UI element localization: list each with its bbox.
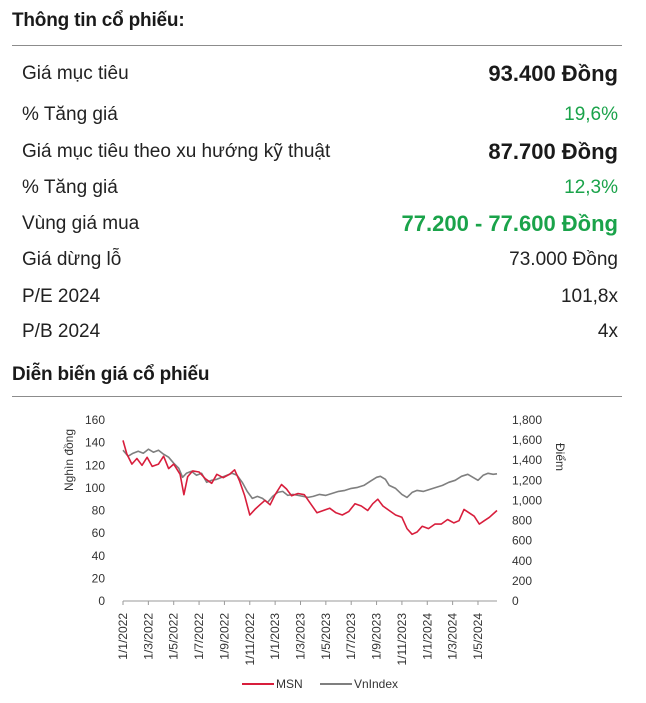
y-right-tick-label: 0 <box>512 594 519 608</box>
y-left-tick-label: 0 <box>98 594 105 608</box>
x-tick-label: 1/1/2022 <box>116 613 130 660</box>
info-row-value: 12,3% <box>564 177 618 198</box>
info-row-value: 19,6% <box>564 104 618 125</box>
price-chart-title: Diễn biến giá cổ phiếu <box>12 364 210 385</box>
y-left-tick-label: 120 <box>84 458 105 473</box>
y-axis-right-label: Điểm <box>553 442 567 472</box>
info-row-label: % Tăng giá <box>22 177 118 198</box>
x-tick-label: 1/5/2022 <box>166 613 181 660</box>
y-left-tick-label: 40 <box>91 548 105 563</box>
info-row <box>22 97 618 133</box>
info-row-value: 93.400 Đồng <box>488 61 618 86</box>
info-row-value: 101,8x <box>560 286 618 307</box>
info-row-label: P/B 2024 <box>22 321 101 342</box>
x-tick-label: 1/7/2023 <box>344 613 359 660</box>
info-row <box>22 206 618 242</box>
info-row-value: 4x <box>597 321 618 342</box>
price-chart <box>0 400 646 700</box>
y-right-tick-label: 400 <box>512 553 533 568</box>
y-axis-left-label: Nghìn đồng <box>62 428 76 492</box>
info-row <box>22 56 618 92</box>
info-row <box>22 170 618 206</box>
info-row <box>22 279 618 315</box>
info-row-value: 73.000 Đồng <box>509 249 618 270</box>
y-right-tick-label: 1,400 <box>512 453 543 468</box>
x-tick-label: 1/5/2023 <box>318 613 333 660</box>
info-row-value: 87.700 Đồng <box>488 139 618 164</box>
price-chart-rule <box>12 396 622 397</box>
y-left-tick-label: 160 <box>84 413 105 427</box>
x-tick-label: 1/7/2022 <box>192 613 207 660</box>
y-left-tick-label: 80 <box>91 503 105 518</box>
info-row-label: Vùng giá mua <box>22 213 140 234</box>
info-row-label: Giá dừng lỗ <box>22 249 122 270</box>
y-right-tick-label: 200 <box>512 573 533 588</box>
x-tick-label: 1/5/2024 <box>470 613 485 660</box>
y-right-tick-label: 1,600 <box>512 433 543 448</box>
x-tick-label: 1/9/2023 <box>369 613 384 660</box>
x-tick-label: 1/11/2023 <box>394 613 409 666</box>
info-row <box>22 134 618 170</box>
y-right-tick-label: 600 <box>512 533 533 548</box>
info-row-label: % Tăng giá <box>22 104 118 125</box>
y-left-tick-label: 20 <box>91 571 105 586</box>
y-left-tick-label: 100 <box>84 480 105 495</box>
stock-info-rule <box>12 45 622 46</box>
x-tick-label: 1/3/2024 <box>445 613 460 660</box>
x-tick-label: 1/9/2022 <box>217 613 232 660</box>
x-tick-label: 1/3/2023 <box>293 613 308 660</box>
x-tick-label: 1/1/2023 <box>268 613 283 660</box>
y-left-tick-label: 140 <box>84 435 105 450</box>
info-row <box>22 242 618 278</box>
x-tick-label: 1/3/2022 <box>141 613 156 660</box>
legend-label: VnIndex <box>354 677 399 691</box>
info-row <box>22 314 618 350</box>
chart-legend <box>242 677 398 691</box>
y-right-tick-label: 1,200 <box>512 473 543 488</box>
stock-info-title: Thông tin cổ phiếu: <box>12 10 185 31</box>
y-right-tick-label: 1,000 <box>512 493 543 508</box>
info-row-label: P/E 2024 <box>22 286 101 307</box>
legend-label: MSN <box>276 677 303 691</box>
x-tick-label: 1/1/2024 <box>420 613 435 660</box>
y-right-tick-label: 800 <box>512 513 533 528</box>
info-row-label: Giá mục tiêu theo xu hướng kỹ thuật <box>22 141 331 162</box>
series-line-vnindex <box>123 449 497 502</box>
info-row-value: 77.200 - 77.600 Đồng <box>401 211 618 236</box>
info-row-label: Giá mục tiêu <box>22 63 129 84</box>
y-right-tick-label: 1,800 <box>512 413 543 427</box>
x-tick-label: 1/11/2022 <box>242 613 257 666</box>
y-left-tick-label: 60 <box>91 526 105 541</box>
series-line-msn <box>123 440 497 534</box>
